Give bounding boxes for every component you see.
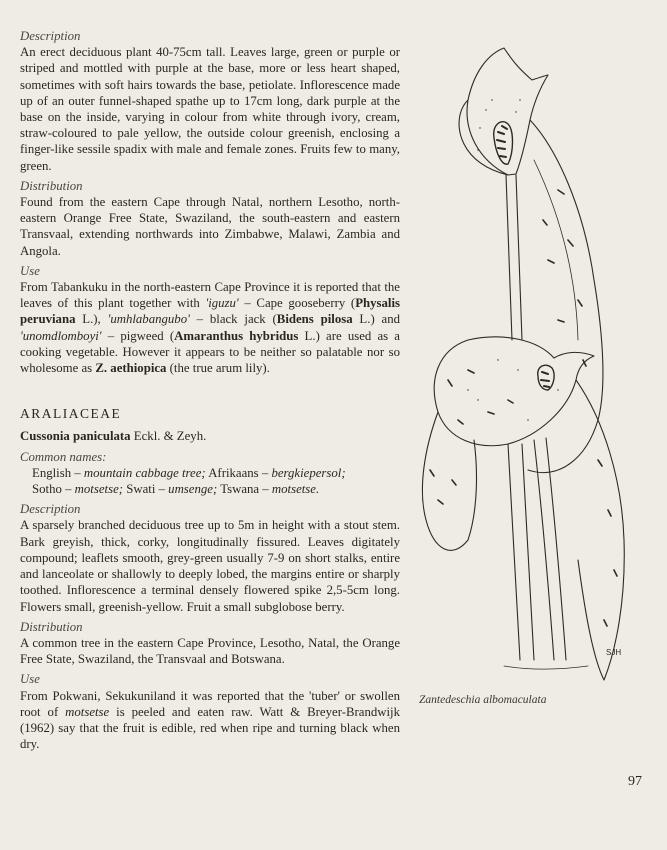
common-names-row-2: Sotho – motsetse; Swati – umsenge; Tswana – motsetse. bbox=[32, 482, 320, 497]
description-text: An erect deciduous plant 40-75cm tall. Leaves large, green or purple or striped and mottled with purple at the base, more or less heart shaped, sometimes with soft hairs towards the base, petiolate. Inflorescence made up of an outer funnel-shaped spathe up to 17cm long, dark purple at the base on the inside, varying in colour from white through ivory, cream, straw-coloured to pale yellow, the outside colour greenish, enclosing a finger-like sessile spadix with male and female zones. Fruits few to many, green. bbox=[20, 45, 400, 173]
use-heading: Use bbox=[20, 263, 40, 278]
iguzu-name: 'iguzu' bbox=[205, 296, 239, 311]
large-leaf bbox=[528, 120, 603, 473]
description-heading: Description bbox=[20, 29, 81, 43]
use-text: From Tabankuku in the north-eastern Cape Province it is reported that the leaves of this plant together with 'iguzu' – Cape gooseberry (Physalis peruviana L.), 'umhlabangubo' – black jack (Bidens pilosa L.) and 'unomdlomboyi' – pigweed (Amaranthus hybridus L.) are used as a cooking vegetable. However it appears to be neither so palatable nor so wholesome as Z. aethiopica (the true arum lily). bbox=[20, 280, 400, 376]
distribution-text-2: A common tree in the eastern Cape Province, Lesotho, Natal, the Orange Free State, Swaziland, the Transvaal and Botswana. bbox=[20, 635, 400, 667]
distribution-text: Found from the eastern Cape through Natal, northern Lesotho, north-eastern Orange Free State, Swaziland, the south-eastern and eastern Transvaal, extending northwards into Zimbabwe, Malawi, Zambia and Angola. bbox=[20, 195, 400, 258]
plant-illustration bbox=[408, 40, 644, 690]
upper-spathe bbox=[467, 48, 548, 175]
description-text-2: A sparsely branched deciduous tree up to 5m in height with a stout stem. Bark greyish, thick, corky, longitudinally fissured. Leaves digitately compound; leaflets smooth, grey-green usually 7-9 on short stalks, entire and lanceolate or shallowly to deeply lobed, the margins entire or sharply toothed. Inflorescence a terminal densely flowered spike 2,5-5cm long. Flowers small, greenish-yellow. Fruit a small subglobose berry. bbox=[20, 518, 400, 614]
physalis-name: Physalis peruviana bbox=[20, 296, 400, 327]
upper-spadix bbox=[494, 122, 513, 165]
distribution-heading: Distribution bbox=[20, 178, 83, 193]
lower-stalks bbox=[508, 438, 566, 660]
umhlabangubo-name: 'umhlabangubo' bbox=[107, 312, 190, 327]
use-heading-2: Use bbox=[20, 672, 40, 687]
lower-spathe bbox=[434, 337, 594, 446]
common-names-row-1: English – mountain cabbage tree; Afrikaans – bergkiepersol; bbox=[32, 465, 346, 480]
right-lower-leaf bbox=[576, 380, 624, 680]
unomdlomboyi-name: 'unomdlomboyi' bbox=[20, 328, 102, 343]
text-column bbox=[20, 28, 400, 752]
distribution-heading-2: Distribution bbox=[20, 619, 83, 634]
figure-caption: Zantedeschia albomaculata bbox=[419, 694, 547, 706]
use-text-2: From Pokwani, Sekukuniland it was reported that the 'tuber' or swollen root of motsetse is peeled and eaten raw. Watt & Breyer-Brandwijk (1962) say that the fruit is edible, red when ripe and turning black when dry. bbox=[20, 688, 400, 752]
amaranthus-name: Amaranthus hybridus bbox=[174, 328, 299, 343]
bidens-name: Bidens pilosa bbox=[276, 312, 353, 327]
species-title: Cussonia paniculata Eckl. & Zeyh. bbox=[20, 429, 207, 444]
family-heading: ARALIACEAE bbox=[20, 406, 122, 422]
common-names-heading: Common names: bbox=[20, 449, 107, 464]
z-aethiopica-name: Z. aethiopica bbox=[95, 361, 167, 376]
left-leaf bbox=[422, 412, 476, 550]
motsetse-name: motsetse bbox=[65, 704, 110, 719]
upper-stalk bbox=[506, 175, 522, 340]
description-heading-2: Description bbox=[20, 502, 81, 517]
upper-spathe-lip bbox=[459, 100, 508, 175]
illustrator-signature: SJH bbox=[606, 648, 622, 657]
page-number: 97 bbox=[628, 774, 642, 789]
